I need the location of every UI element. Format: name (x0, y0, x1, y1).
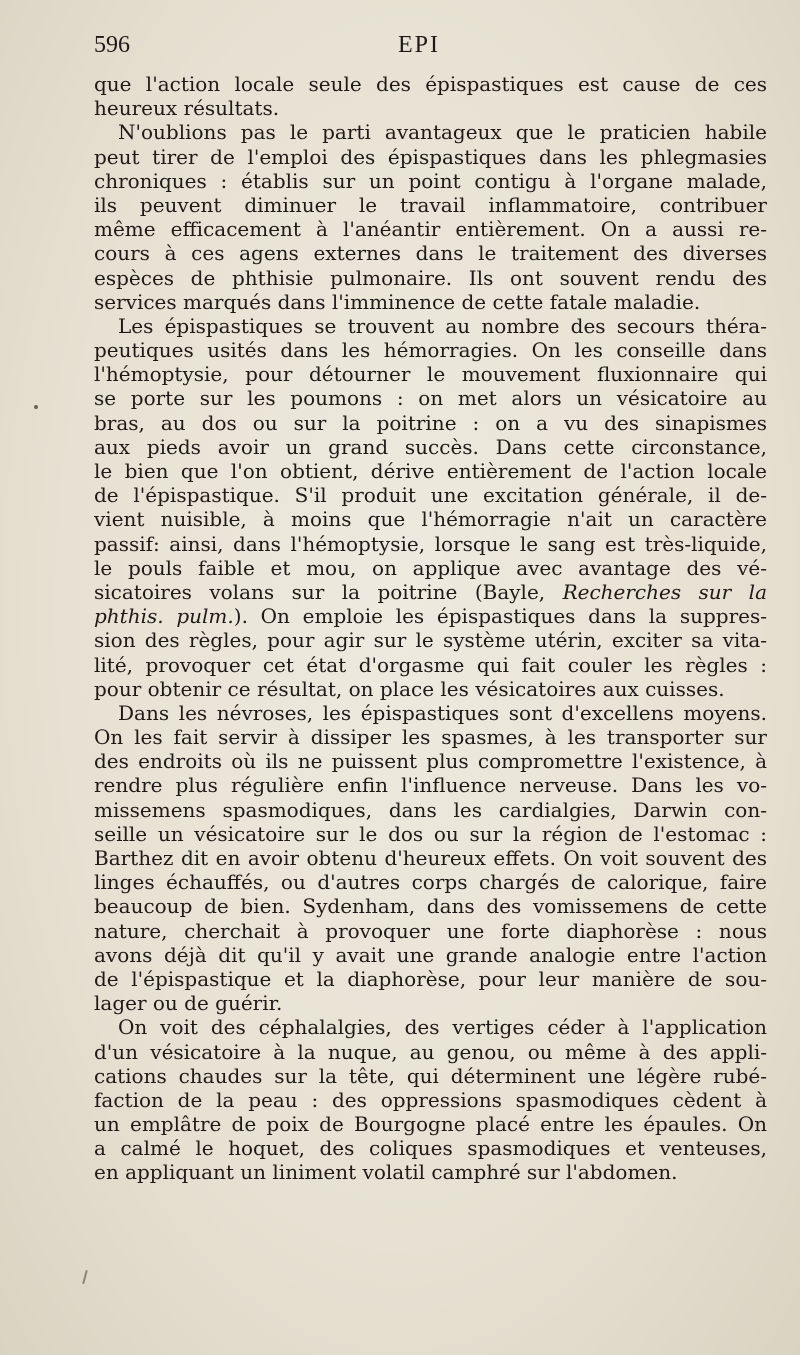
text-line: phthis. pulm.). On emploie les épispastiques dans la suppres- (94, 604, 767, 629)
text-line: peutiques usités dans les hémorragies. On les conseille dans (94, 338, 767, 363)
margin-speck (34, 405, 38, 409)
text-line: linges échauffés, ou d'autres corps chargés de calorique, faire (94, 870, 767, 895)
text-line: en appliquant un liniment volatil camphré sur l'abdomen. (94, 1160, 678, 1185)
text-line: a calmé le hoquet, des coliques spasmodiques et venteuses, (94, 1136, 767, 1161)
body-text (94, 72, 767, 1185)
text-line: le bien que l'on obtient, dérive entièrement de l'action locale (94, 459, 767, 483)
text-line: aux pieds avoir un grand succès. Dans cette circonstance, (94, 434, 767, 459)
text-line: se porte sur les poumons : on met alors un vésicatoire au (94, 386, 767, 411)
running-head: EPI (398, 32, 440, 58)
text-line: sion des règles, pour agir sur le système utérin, exciter sa vita- (94, 628, 767, 653)
text-line: cours à ces agens externes dans le traitement des diverses (94, 241, 767, 266)
text-line: lité, provoquer cet état d'orgasme qui fait couler les règles : (94, 652, 767, 677)
text-line: On voit des céphalalgies, des vertiges céder à l'application (118, 1015, 767, 1040)
text-line: sicatoires volans sur la poitrine (Bayle, Recherches sur la (94, 579, 767, 604)
text-line: seille un vésicatoire sur le dos ou sur la région de l'estomac : (94, 821, 767, 846)
text-line: le pouls faible et mou, on applique avec avantage des vé- (94, 555, 767, 580)
text-line: chroniques : établis sur un point contigu à l'organe malade, (94, 168, 767, 193)
margin-speck (82, 1270, 88, 1284)
italic-citation: phthis. pulm. (94, 604, 234, 629)
text-line: un emplâtre de poix de Bourgogne placé entre les épaules. On (94, 1112, 767, 1137)
text-line: l'hémoptysie, pour détourner le mouvement fluxionnaire qui (94, 362, 767, 387)
text-line: rendre plus régulière enfin l'influence nerveuse. Dans les vo- (94, 773, 767, 798)
text-line: ils peuvent diminuer le travail inflammatoire, contribuer (94, 192, 767, 217)
text-line: cations chaudes sur la tête, qui déterminent une légère rubé- (94, 1063, 767, 1088)
text-line: de l'épispastique. S'il produit une excitation générale, il de- (94, 483, 767, 508)
text-line: de l'épispastique et la diaphorèse, pour leur manière de sou- (94, 966, 767, 991)
page-header (94, 32, 744, 68)
text-line: On les fait servir à dissiper les spasmes, à les transporter sur (94, 725, 767, 750)
text-line: que l'action locale seule des épispastiques est cause de ces (94, 72, 767, 96)
text-line: nature, cherchait à provoquer une forte diaphorèse : nous (94, 918, 767, 943)
text-line: missemens spasmodiques, dans les cardialgies, Darwin con- (94, 797, 767, 822)
text-line: même efficacement à l'anéantir entièrement. On a aussi re- (94, 217, 767, 242)
text-line: heureux résultats. (94, 96, 280, 121)
text-line: Barthez dit en avoir obtenu d'heureux effets. On voit souvent des (94, 846, 767, 870)
text-line: N'oublions pas le parti avantageux que le praticien habile (118, 120, 767, 145)
text-line: passif: ainsi, dans l'hémoptysie, lorsque le sang est très-liquide, (94, 531, 767, 556)
text-line: d'un vésicatoire à la nuque, au genou, ou même à des appli- (94, 1039, 767, 1064)
text-line: pour obtenir ce résultat, on place les vésicatoires aux cuisses. (94, 676, 725, 701)
text-line: Les épispastiques se trouvent au nombre des secours théra- (118, 313, 767, 338)
text-line: services marqués dans l'imminence de cette fatale maladie. (94, 289, 701, 314)
text-line: lager ou de guérir. (94, 991, 283, 1016)
italic-citation: Recherches sur la (562, 579, 767, 604)
text-line: vient nuisible, à moins que l'hémorragie n'ait un caractère (94, 507, 767, 532)
text-line: des endroits où ils ne puissent plus compromettre l'existence, à (94, 749, 767, 774)
text-line: Dans les névroses, les épispastiques sont d'excellens moyens. (118, 700, 767, 725)
text-line: espèces de phthisie pulmonaire. Ils ont souvent rendu des (94, 265, 767, 290)
text-line: beaucoup de bien. Sydenham, dans des vomissemens de cette (94, 894, 767, 919)
text-line: peut tirer de l'emploi des épispastiques dans les phlegmasies (94, 144, 767, 169)
page-number: 596 (94, 32, 130, 58)
text-line: faction de la peau : des oppressions spasmodiques cèdent à (94, 1087, 767, 1112)
text-line: bras, au dos ou sur la poitrine : on a vu des sinapismes (94, 410, 767, 435)
text-line: avons déjà dit qu'il y avait une grande analogie entre l'action (94, 942, 767, 967)
